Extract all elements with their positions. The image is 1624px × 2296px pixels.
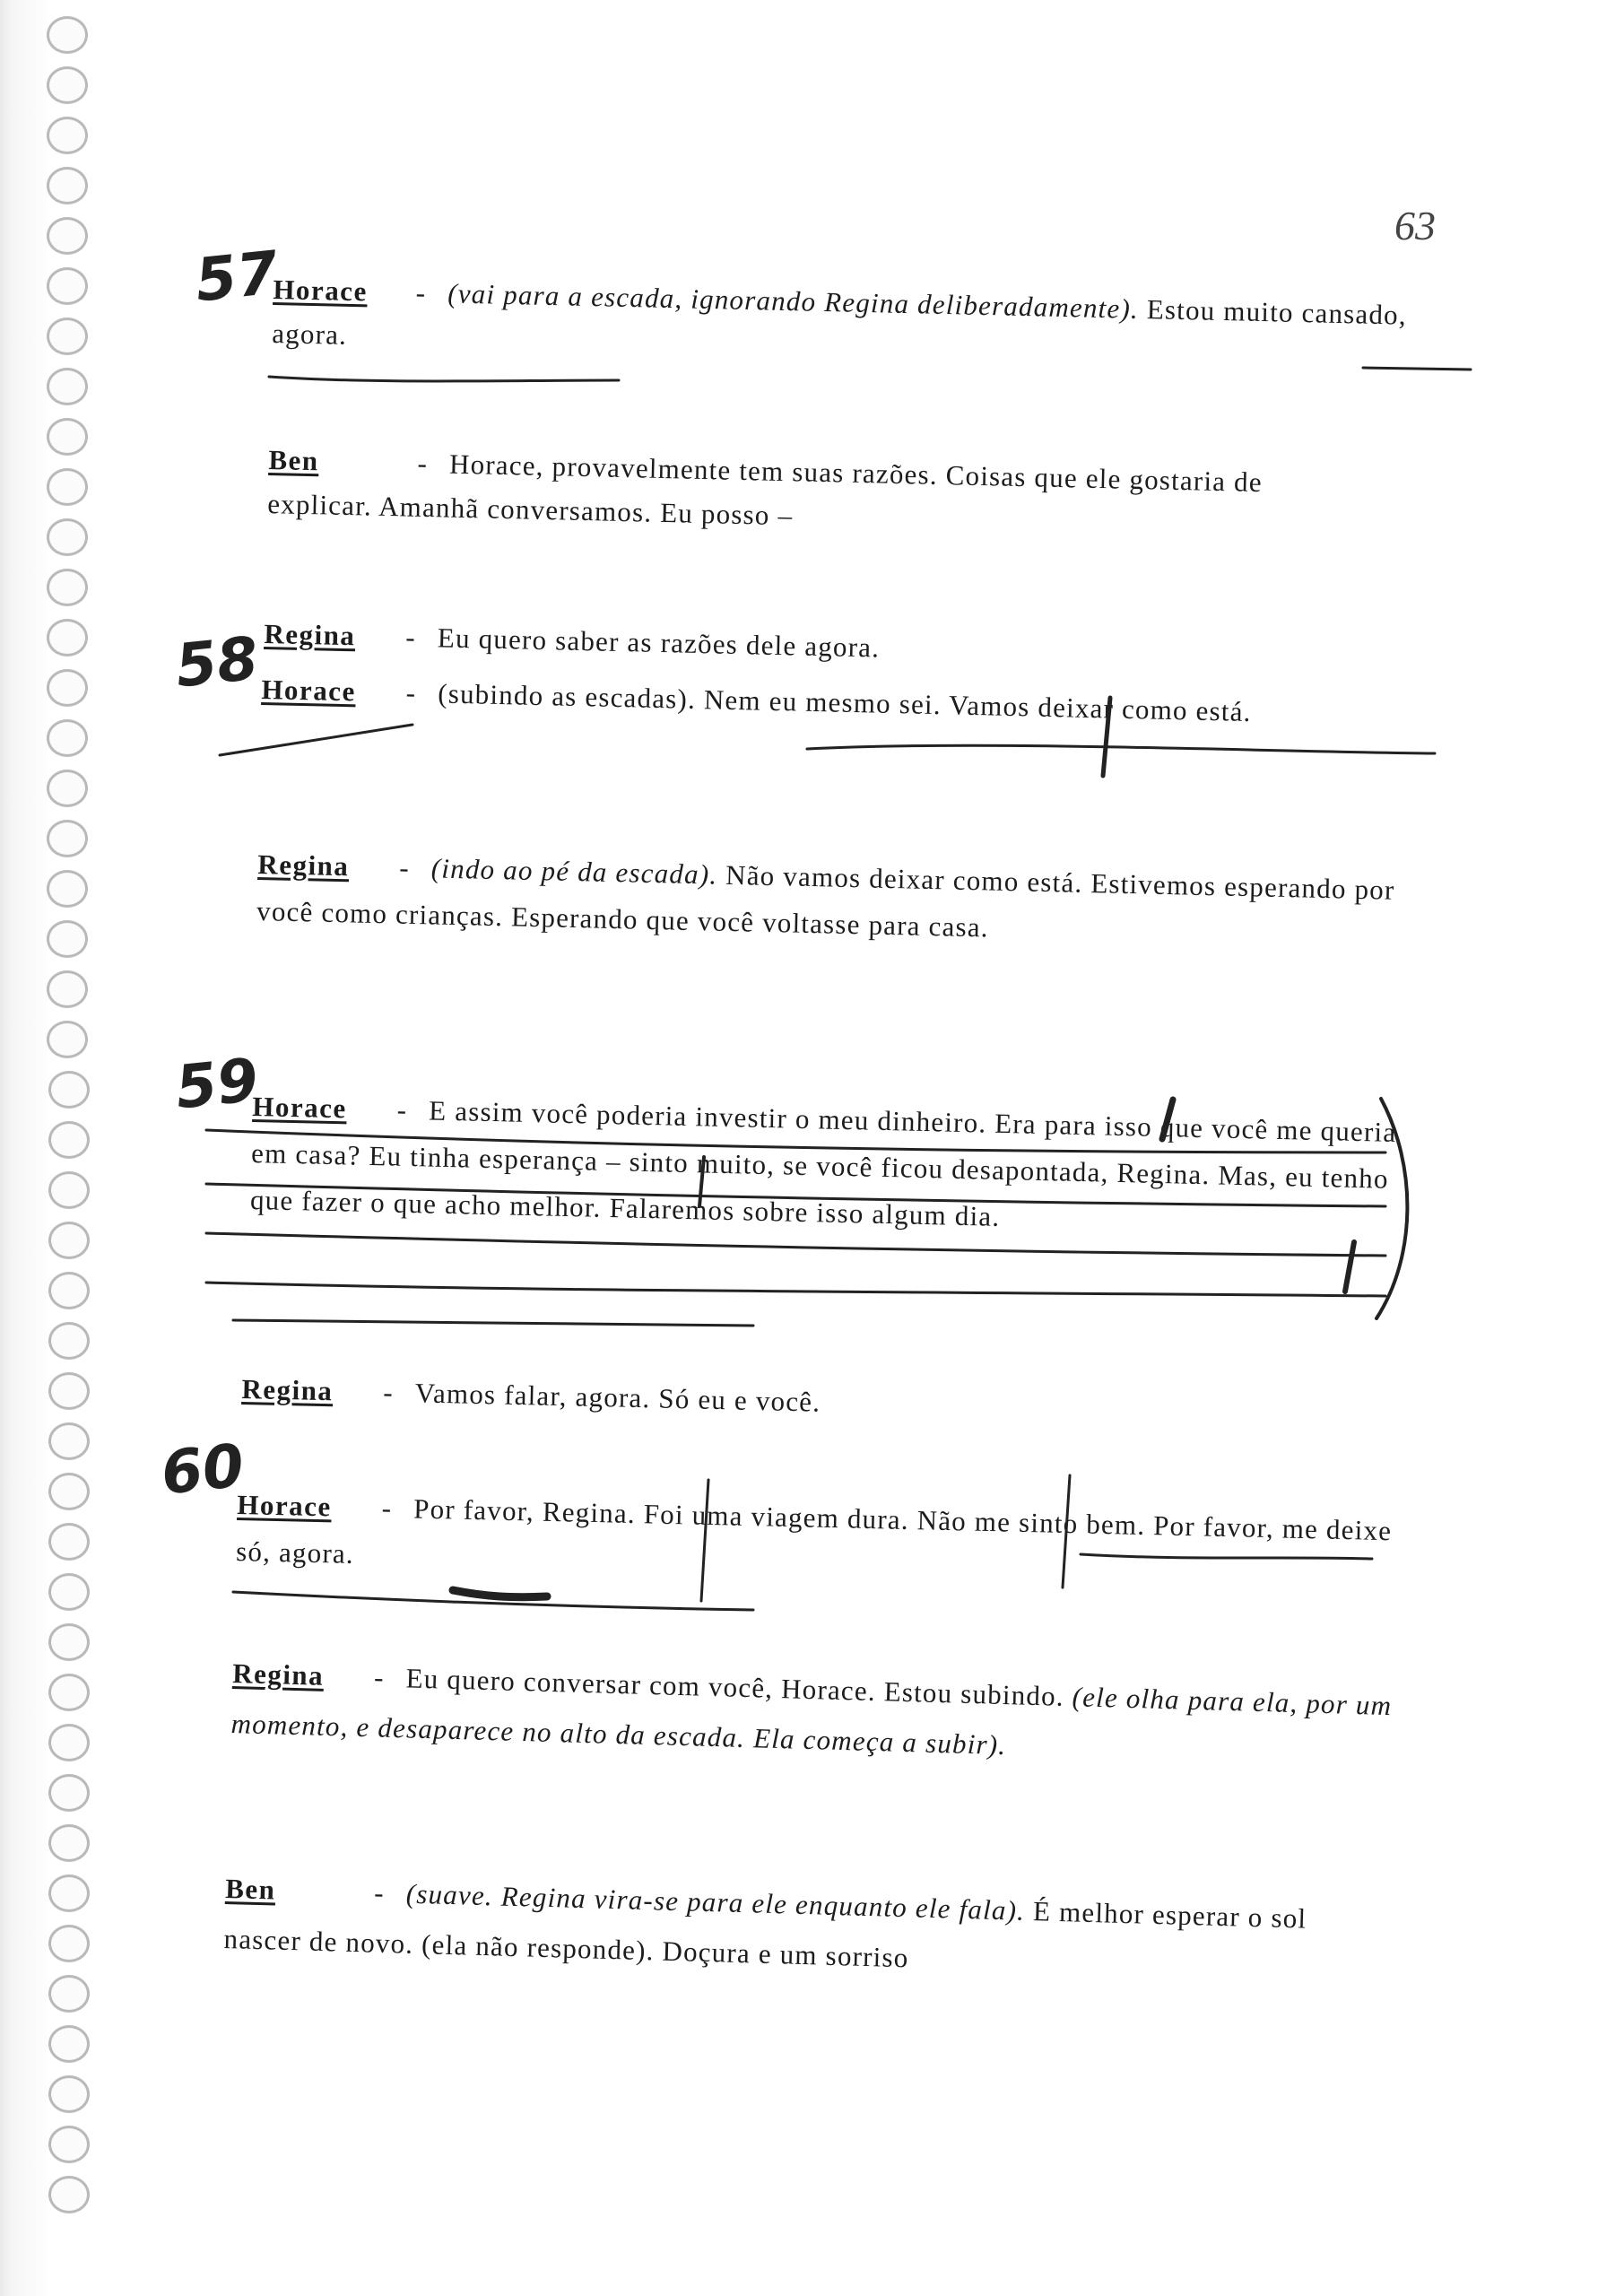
pen-underline xyxy=(206,1283,1385,1296)
speaker-name: Regina xyxy=(264,617,356,652)
dialogue-turn: Horace - (vai para a escada, ignorando Regina deliberadamente). Estou muito cansado, agora. xyxy=(271,273,1408,351)
dialogue-turn: Regina - Eu quero conversar com você, Horace. Estou subindo. (ele olha para ela, por um momento, e desaparece no alto da escada. Ela começa a subir). xyxy=(230,1657,1393,1761)
speaker-name: Horace xyxy=(252,1090,348,1125)
pen-divider-mark xyxy=(1103,698,1110,776)
speaker-name: Regina xyxy=(257,848,350,883)
pen-underline xyxy=(206,1130,1385,1152)
speaker-name: Horace xyxy=(237,1488,333,1523)
dialogue-turn: Ben - (suave. Regina vira-se para ele enquanto ele fala). É melhor esperar o sol nascer de novo. (ela não responde). Doçura e um sorriso xyxy=(223,1872,1307,1974)
speaker-name: Regina xyxy=(241,1372,334,1407)
margin-note-59: 59 xyxy=(172,1045,262,1123)
turn-text: (ele olha para ela, por um momento, e desaparece no alto da escada. Ela começa a subir). xyxy=(230,1681,1393,1761)
turn-text: (vai para a escada, ignorando Regina deliberadamente). xyxy=(447,277,1148,326)
pen-divider-mark xyxy=(701,1480,708,1601)
turn-text: Horace, provavelmente tem suas razões. Coisas que ele gostaria de explicar. Amanhã conversamos. Eu posso – xyxy=(266,448,1264,532)
pen-scribble xyxy=(453,1590,547,1597)
pen-divider-mark xyxy=(1162,1100,1173,1139)
speaker-name: Ben xyxy=(224,1872,276,1906)
turn-text: E assim você poderia investir o meu dinheiro. Era para isso que você me queria em casa? Eu tinha esperança – sinto muito, se você ficou desapontada, Regina. Mas, eu tenho que fazer o que acho melhor. Falaremos sobre isso algum dia. xyxy=(249,1094,1397,1232)
dialogue-turn: Horace - Por favor, Regina. Foi uma viagem dura. Não me sinto bem. Por favor, me deixe só, agora. xyxy=(235,1488,1393,1570)
speaker-name: Ben xyxy=(268,443,320,477)
turn-text: Eu quero conversar com você, Horace. Estou subindo. xyxy=(405,1662,1073,1713)
speaker-name: Horace xyxy=(273,273,369,308)
turn-text: É melhor esperar o sol nascer de novo. (ela não responde). Doçura e um sorriso xyxy=(223,1895,1307,1974)
pen-underline xyxy=(206,1233,1385,1256)
pen-divider-mark xyxy=(699,1157,704,1206)
dialogue-turn: Regina - (indo ao pé da escada). Não vamos deixar como está. Estivemos esperando por você como crianças. Esperando que você voltasse para casa. xyxy=(256,848,1395,944)
turn-text: Eu quero saber as razões dele agora. xyxy=(437,622,881,664)
pen-underline xyxy=(807,745,1435,753)
margin-note-60: 60 xyxy=(158,1431,248,1509)
pen-divider-mark xyxy=(1345,1242,1354,1292)
turn-text: (indo ao pé da escada). xyxy=(430,852,726,891)
pen-divider-mark xyxy=(1063,1475,1070,1587)
pen-underline xyxy=(269,377,619,381)
turn-text: (subindo as escadas). Nem eu mesmo sei. Vamos deixar como está. xyxy=(437,677,1252,728)
dialogue-turn: Horace - E assim você poderia investir o meu dinheiro. Era para isso que você me queria em casa? Eu tinha esperança – sinto muito, se você ficou desapontada, Regina. Mas, eu tenho que fazer o que acho melhor. Falaremos sobre isso algum dia. xyxy=(249,1090,1397,1232)
speaker-name: Horace xyxy=(261,673,357,708)
turn-text: Vamos falar, agora. Só eu e você. xyxy=(414,1377,821,1418)
turn-text: Não vamos deixar como está. Estivemos esperando por você como crianças. Esperando que você voltasse para casa. xyxy=(256,858,1395,944)
dialogue-turn: Regina - Vamos falar, agora. Só eu e você. xyxy=(241,1372,821,1418)
dialogue-turn: Regina - Eu quero saber as razões dele agora. xyxy=(264,617,881,664)
pen-underline xyxy=(233,1320,753,1326)
turn-text: Por favor, Regina. Foi uma viagem dura. Não me sinto bem. Por favor, me deixe só, agora. xyxy=(235,1492,1393,1570)
turn-text: Estou muito cansado, agora. xyxy=(271,293,1408,351)
pen-strikethrough xyxy=(1081,1554,1372,1559)
page-number: 63 xyxy=(1394,203,1436,248)
pen-underline xyxy=(206,1184,1385,1206)
turn-text: (suave. Regina vira-se para ele enquanto ele fala). xyxy=(405,1877,1034,1927)
dialogue-turn: Horace - (subindo as escadas). Nem eu mesmo sei. Vamos deixar como está. xyxy=(261,673,1252,728)
pen-underline xyxy=(1363,368,1471,370)
margin-note-58: 58 xyxy=(172,623,262,701)
dialogue-turn: Ben - Horace, provavelmente tem suas razões. Coisas que ele gostaria de explicar. Amanhã conversamos. Eu posso – xyxy=(266,443,1264,532)
pen-underline xyxy=(220,725,413,755)
speaker-name: Regina xyxy=(231,1657,325,1692)
pen-bracket xyxy=(1376,1099,1407,1318)
margin-note-57: 57 xyxy=(192,238,282,316)
